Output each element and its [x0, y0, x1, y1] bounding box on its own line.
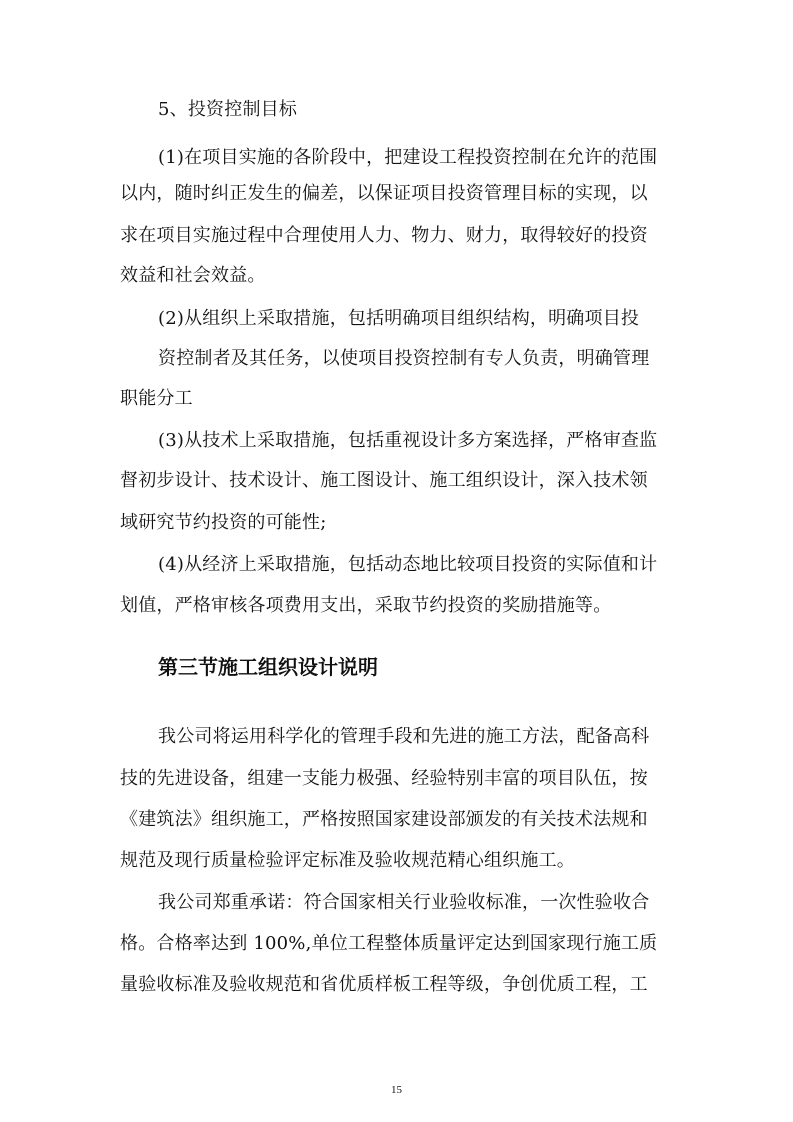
- section-heading: 第三节施工组织设计说明: [158, 655, 378, 679]
- paragraph-line: 以内，随时纠正发生的偏差，以保证项目投资管理目标的实现，以: [120, 183, 648, 204]
- paragraph-line: 划值，严格审核各项费用支出，采取节约投资的奖励措施等。: [120, 595, 612, 616]
- paragraph-line: (2)从组织上采取措施，包括明确项目组织结构，明确项目投: [158, 308, 640, 329]
- section-title: 5、投资控制目标: [158, 99, 298, 120]
- paragraph-line: 技的先进设备，组建一支能力极强、经验特别丰富的项目队伍，按: [120, 768, 648, 789]
- paragraph-line: 《建筑法》组织施工，严格按照国家建设部颁发的有关技术法规和: [120, 809, 648, 830]
- paragraph-line: 规范及现行质量检验评定标准及验收规范精心组织施工。: [120, 850, 575, 871]
- paragraph-line: (1)在项目实施的各阶段中，把建设工程投资控制在允许的范围: [158, 147, 658, 168]
- paragraph-line: 量验收标准及验收规范和省优质样板工程等级，争创优质工程，工: [120, 974, 648, 995]
- paragraph-line: 职能分工: [120, 388, 193, 409]
- page-number: 15: [391, 1084, 402, 1096]
- paragraph-line: (4)从经济上采取措施，包括动态地比较项目投资的实际值和计: [158, 554, 658, 575]
- paragraph-line: (3)从技术上采取措施，包括重视设计多方案选择，严格审查监: [158, 430, 658, 451]
- paragraph-line: 我公司将运用科学化的管理手段和先进的施工方法，配备高科: [158, 726, 650, 747]
- paragraph-line: 效益和社会效益。: [120, 265, 266, 286]
- paragraph-line: 求在项目实施过程中合理使用人力、物力、财力，取得较好的投资: [120, 225, 648, 246]
- paragraph-line: 域研究节约投资的可能性;: [120, 512, 327, 533]
- paragraph-line: 督初步设计、技术设计、施工图设计、施工组织设计，深入技术领: [120, 470, 648, 491]
- paragraph-line: 资控制者及其任务，以使项目投资控制有专人负责，明确管理: [158, 348, 650, 369]
- paragraph-line: 我公司郑重承诺：符合国家相关行业验收标准，一次性验收合: [158, 892, 650, 913]
- paragraph-line: 格。合格率达到 100%,单位工程整体质量评定达到国家现行施工质: [120, 933, 658, 954]
